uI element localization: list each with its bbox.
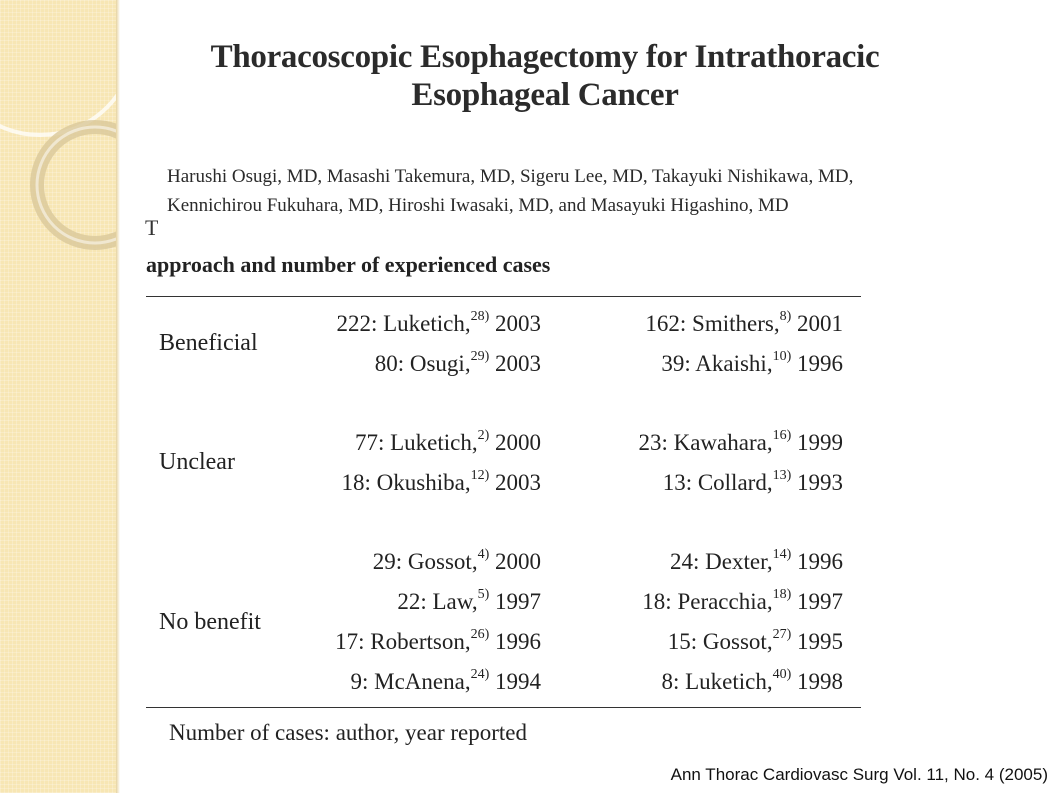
reference-number: 2) — [477, 428, 490, 444]
table-cell-left: 9: McAnena,$^{24)}$ 1994 — [350, 667, 541, 694]
case-count: 17 — [335, 629, 359, 654]
reference-number: 13) — [772, 468, 792, 484]
case-count: 222 — [336, 311, 371, 336]
year-reported: 2000 — [495, 430, 541, 455]
year-reported: 1995 — [797, 629, 843, 654]
year-reported: 1998 — [797, 669, 843, 694]
year-reported: 2001 — [797, 311, 843, 336]
author-name: McAnena — [374, 669, 465, 694]
table-cell-left: 77: Luketich,$^{2)}$ 2000 — [354, 428, 541, 455]
author-name: Gossot — [407, 549, 472, 574]
reference-number: 14) — [772, 547, 792, 563]
table-cell-right: 8: Luketich,$^{40)}$ 1998 — [661, 667, 843, 694]
table-footnote: Number of cases: author, year reported — [169, 720, 527, 745]
author-name: Luketich — [383, 311, 465, 336]
table-cell-left: 80: Osugi,$^{29)}$ 2003 — [374, 349, 541, 376]
case-count: 9 — [350, 669, 362, 694]
case-count: 18 — [341, 470, 365, 495]
year-reported: 1997 — [495, 589, 541, 614]
table-cell-left: 17: Robertson,$^{26)}$ 1996 — [335, 627, 541, 654]
table-cell-right: 39: Akaishi,$^{10)}$ 1996 — [661, 349, 843, 376]
table-cell-right: 13: Collard,$^{13)}$ 1993 — [662, 468, 843, 495]
journal-citation: Ann Thorac Cardiovasc Surg Vol. 11, No. 4 (2005) — [670, 765, 1048, 784]
year-reported: 1994 — [495, 669, 541, 694]
author-name: Osugi — [409, 351, 465, 376]
author-name: Collard — [697, 470, 767, 495]
year-reported: 1999 — [797, 430, 843, 455]
case-count: 13 — [662, 470, 686, 495]
year-reported: 1993 — [797, 470, 843, 495]
case-count: 39 — [661, 351, 685, 376]
year-reported: 1996 — [797, 549, 843, 574]
reference-number: 29) — [470, 349, 490, 365]
year-reported: 2003 — [495, 470, 541, 495]
paper-title — [150, 38, 940, 114]
table-cell-right: 18: Peracchia,$^{18)}$ 1997 — [642, 587, 843, 614]
author-name: Luketich — [390, 430, 472, 455]
case-count: 162 — [645, 311, 680, 336]
paper-title-line-1: Thoracoscopic Esophagectomy for Intrathoracic — [210, 39, 880, 75]
reference-number: 10) — [772, 349, 792, 365]
case-count: 23 — [638, 430, 662, 455]
reference-number: 5) — [477, 587, 490, 603]
year-reported: 1996 — [797, 351, 843, 376]
reference-number: 28) — [470, 309, 490, 325]
case-count: 18 — [642, 589, 666, 614]
author-name: Kawahara — [673, 430, 767, 455]
case-count: 8 — [661, 669, 673, 694]
year-reported: 2003 — [495, 311, 541, 336]
reference-number: 26) — [470, 627, 490, 643]
author-list — [167, 162, 967, 220]
table-cell-right: 162: Smithers,$^{8)}$ 2001 — [645, 309, 843, 336]
table-cell-right: 15: Gossot,$^{27)}$ 1995 — [667, 627, 843, 654]
year-reported: 1996 — [495, 629, 541, 654]
reference-number: 24) — [470, 667, 490, 683]
year-reported: 1997 — [797, 589, 843, 614]
author-name: Luketich — [685, 669, 767, 694]
case-count: 15 — [667, 629, 691, 654]
author-name: Okushiba — [376, 470, 465, 495]
table-cell-left: 22: Law,$^{5)}$ 1997 — [397, 587, 541, 614]
table-cell-right: 23: Kawahara,$^{16)}$ 1999 — [638, 428, 843, 455]
author-name: Law — [432, 589, 472, 614]
case-count: 29 — [372, 549, 396, 574]
case-count: 22 — [397, 589, 421, 614]
table-cell-right: 24: Dexter,$^{14)}$ 1996 — [670, 547, 843, 574]
reference-number: 4) — [477, 547, 490, 563]
reference-number: 12) — [470, 468, 490, 484]
table-cell-left: 29: Gossot,$^{4)}$ 2000 — [372, 547, 541, 574]
author-line-2: Kennichirou Fukuhara, MD, Hiroshi Iwasaki, MD, and Masayuki Higashino, MD — [167, 195, 789, 216]
case-count: 24 — [670, 549, 694, 574]
ring-ornament-icon — [0, 0, 116, 330]
author-name: Dexter — [705, 549, 767, 574]
truncated-caption-glyph: T — [145, 216, 159, 238]
author-name: Peracchia — [677, 589, 767, 614]
year-reported: 2000 — [495, 549, 541, 574]
case-count: 77 — [354, 430, 378, 455]
paper-title-line-2: Esophageal Cancer — [411, 77, 679, 113]
category-label: Beneficial — [159, 330, 258, 356]
table-top-rule — [146, 296, 861, 297]
author-name: Akaishi — [695, 351, 767, 376]
category-label: No benefit — [159, 609, 261, 635]
table-cell-left: 18: Okushiba,$^{12)}$ 2003 — [341, 468, 541, 495]
case-count: 80 — [374, 351, 398, 376]
reference-number: 27) — [772, 627, 792, 643]
reference-number: 18) — [772, 587, 792, 603]
side-decoration — [0, 0, 116, 793]
category-label: Unclear — [159, 449, 235, 475]
reference-number: 8) — [779, 309, 792, 325]
author-name: Robertson — [370, 629, 465, 654]
author-name: Gossot — [702, 629, 767, 654]
reference-number: 40) — [772, 667, 792, 683]
author-name: Smithers — [692, 311, 774, 336]
table-cell-left: 222: Luketich,$^{28)}$ 2003 — [336, 309, 541, 336]
year-reported: 2003 — [495, 351, 541, 376]
side-edge-divider — [116, 0, 120, 793]
table-bottom-rule — [146, 707, 861, 708]
reference-number: 16) — [772, 428, 792, 444]
author-line-1: Harushi Osugi, MD, Masashi Takemura, MD, Sigeru Lee, MD, Takayuki Nishikawa, MD, — [167, 166, 854, 187]
table-caption: approach and number of experienced cases — [146, 252, 551, 277]
